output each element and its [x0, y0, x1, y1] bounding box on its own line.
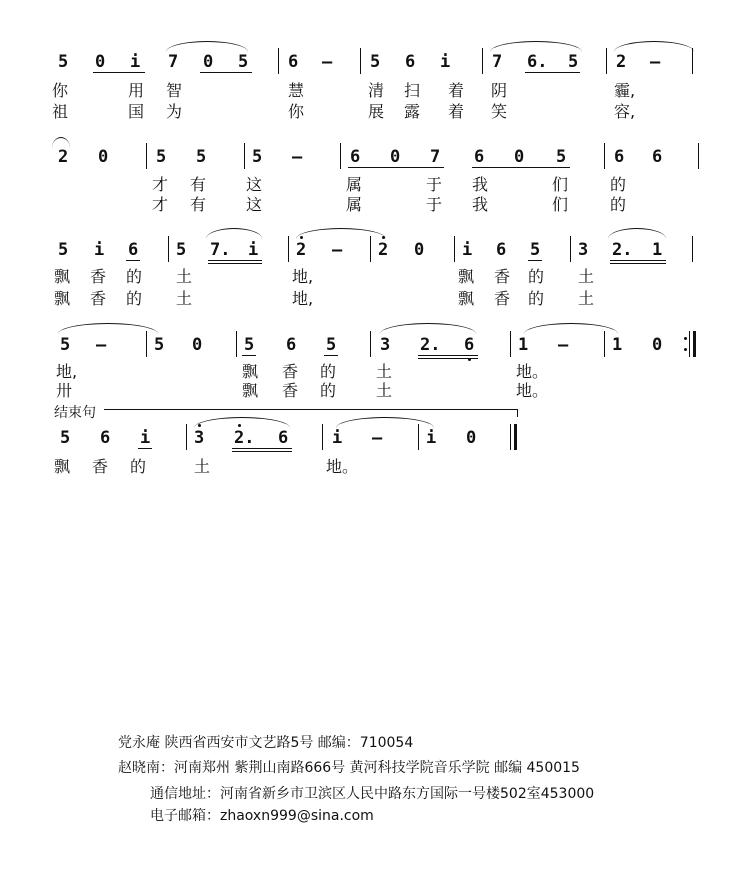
- lyric: 霾,: [614, 81, 636, 100]
- underline: [528, 260, 542, 261]
- lyric: 飘: [242, 362, 259, 381]
- lyric: 土: [376, 362, 393, 381]
- note: 5: [196, 147, 207, 167]
- note: 2: [616, 52, 627, 72]
- barline: [604, 331, 605, 357]
- note: 5: [530, 240, 541, 260]
- barline: [146, 143, 147, 169]
- underline: [232, 451, 292, 452]
- note: 0: [414, 240, 425, 260]
- note: –: [332, 240, 343, 260]
- lyric: 的: [126, 267, 143, 286]
- note: 0: [466, 428, 477, 448]
- barline: [510, 331, 511, 357]
- note: 5: [244, 335, 255, 355]
- lyric: 我: [472, 195, 489, 214]
- lyric: 地。: [326, 457, 359, 476]
- note: i: [140, 428, 151, 448]
- slur: [166, 41, 248, 52]
- underline: [208, 263, 262, 264]
- barline: [168, 236, 169, 262]
- lyric: 地。: [516, 362, 549, 381]
- note: 6: [405, 52, 416, 72]
- final-barline: [514, 424, 517, 450]
- barline: [510, 424, 511, 450]
- barline: [340, 143, 341, 169]
- note: 5: [326, 335, 337, 355]
- note: 7: [430, 147, 441, 167]
- note: –: [292, 147, 303, 167]
- slur: [608, 228, 666, 239]
- ending-bracket: [104, 409, 518, 410]
- lyric: 有: [190, 175, 207, 194]
- lyric: 展: [368, 102, 385, 121]
- note: 6: [288, 52, 299, 72]
- underline: [324, 355, 338, 356]
- lyric: 属: [346, 175, 363, 194]
- barline: [278, 48, 279, 74]
- underline: [472, 167, 570, 168]
- note: 6: [278, 428, 289, 448]
- slur: [194, 417, 290, 428]
- lyric: 为: [166, 102, 183, 121]
- note: –: [322, 52, 333, 72]
- note: 5: [176, 240, 187, 260]
- lyric: 香: [92, 457, 109, 476]
- note: 5: [154, 335, 165, 355]
- barline: [186, 424, 187, 450]
- tie: [614, 41, 694, 52]
- note: –: [372, 428, 383, 448]
- note: 0: [203, 52, 214, 72]
- lyric: 的: [610, 195, 627, 214]
- barline: [604, 143, 605, 169]
- note: 1: [652, 240, 663, 260]
- lyric: 卅: [56, 381, 73, 400]
- lyric: 这: [246, 195, 263, 214]
- note: 1: [612, 335, 623, 355]
- note: 6: [128, 240, 139, 260]
- lyric: 露: [404, 102, 421, 121]
- lyric: 飘: [458, 267, 475, 286]
- lyric: 飘: [54, 267, 71, 286]
- lyric: 属: [346, 195, 363, 214]
- note: 6: [652, 147, 663, 167]
- note: i: [130, 52, 141, 72]
- lyric: 香: [282, 381, 299, 400]
- underline: [242, 355, 256, 356]
- lyric: 国: [128, 102, 145, 121]
- note: i: [462, 240, 473, 260]
- underline: [418, 355, 478, 356]
- lyric: 飘: [54, 457, 71, 476]
- underline: [93, 72, 145, 73]
- note: –: [558, 335, 569, 355]
- note: 5: [156, 147, 167, 167]
- barline: [370, 236, 371, 262]
- underline: [232, 448, 292, 449]
- note: i: [332, 428, 343, 448]
- underline: [208, 260, 262, 261]
- note: 0: [98, 147, 109, 167]
- lyric: 的: [320, 362, 337, 381]
- lyric: 地,: [56, 362, 78, 381]
- note: 5: [58, 240, 69, 260]
- lyric: 土: [194, 457, 211, 476]
- slur: [490, 41, 582, 52]
- lyric: 我: [472, 175, 489, 194]
- note: 6: [286, 335, 297, 355]
- ending-label: 结束句: [54, 405, 96, 421]
- note: 7.: [210, 240, 231, 260]
- barline: [322, 424, 323, 450]
- underline: [525, 72, 580, 73]
- lyric: 慧: [288, 81, 305, 100]
- lyric: 土: [578, 267, 595, 286]
- lyric: 才: [152, 175, 169, 194]
- note: 3: [578, 240, 589, 260]
- lyric: 祖: [52, 102, 69, 121]
- contact-line-2: 赵晓南：河南郑州 紫荆山南路666号 黄河科技学院音乐学院 邮编 450015: [118, 760, 580, 776]
- lyric: 香: [90, 267, 107, 286]
- lyric: 智: [166, 81, 183, 100]
- note: 6.: [527, 52, 548, 72]
- note: 6: [496, 240, 507, 260]
- note: 5: [252, 147, 263, 167]
- barline: [244, 143, 245, 169]
- note: 6: [350, 147, 361, 167]
- lyric: 的: [320, 381, 337, 400]
- barline: [482, 48, 483, 74]
- lyric: 你: [288, 102, 305, 121]
- barline: [692, 48, 693, 74]
- note: i: [94, 240, 105, 260]
- tie: [296, 228, 386, 239]
- barline: [570, 236, 571, 262]
- note: 2: [296, 240, 307, 260]
- tie: [336, 417, 434, 428]
- lyric: 土: [176, 289, 193, 308]
- lyric: 清: [368, 81, 385, 100]
- barline: [418, 424, 419, 450]
- barline: [146, 331, 147, 357]
- underline: [126, 260, 140, 261]
- lyric: 着: [448, 81, 465, 100]
- repeat-dot: [684, 337, 687, 340]
- lyric: 们: [552, 175, 569, 194]
- note: i: [440, 52, 451, 72]
- underline: [138, 448, 152, 449]
- lyric: 土: [176, 267, 193, 286]
- lyric: 你: [52, 81, 69, 100]
- barline: [236, 331, 237, 357]
- lyric: 扫: [404, 81, 421, 100]
- lyric: 这: [246, 175, 263, 194]
- note: 0: [652, 335, 663, 355]
- contact-line-1: 党永庵 陕西省西安市文艺路5号 邮编：710054: [118, 735, 414, 751]
- barline: [454, 236, 455, 262]
- lyric: 阴: [491, 81, 508, 100]
- underline: [200, 72, 252, 73]
- note: 2.: [420, 335, 441, 355]
- lyric: 的: [610, 175, 627, 194]
- barline: [689, 331, 690, 357]
- underline: [610, 260, 666, 261]
- lyric: 香: [282, 362, 299, 381]
- note: 5: [238, 52, 249, 72]
- note: 6: [100, 428, 111, 448]
- note: 1: [518, 335, 529, 355]
- lyric: 土: [578, 289, 595, 308]
- barline: [360, 48, 361, 74]
- note: i: [248, 240, 259, 260]
- note: 2: [378, 240, 389, 260]
- lyric: 飘: [242, 381, 259, 400]
- lyric: 飘: [54, 289, 71, 308]
- octave-dot: [382, 236, 385, 239]
- note: 0: [390, 147, 401, 167]
- note: 5: [556, 147, 567, 167]
- contact-line-4: 电子邮箱：zhaoxn999@sina.com: [150, 808, 374, 824]
- barline: [692, 236, 693, 262]
- note: 2.: [612, 240, 633, 260]
- note: –: [96, 335, 107, 355]
- lyric: 香: [494, 289, 511, 308]
- repeat-dot: [684, 348, 687, 351]
- note: 0: [95, 52, 106, 72]
- note: 6: [614, 147, 625, 167]
- note: 5: [370, 52, 381, 72]
- lyric: 香: [494, 267, 511, 286]
- note: 3: [194, 428, 205, 448]
- lyric: 香: [90, 289, 107, 308]
- barline: [698, 143, 699, 169]
- note: 7: [492, 52, 503, 72]
- lyric: 着: [448, 102, 465, 121]
- lyric: 地,: [292, 267, 314, 286]
- lyric: 地。: [516, 381, 549, 400]
- lyric: 土: [376, 381, 393, 400]
- note: 5: [60, 428, 71, 448]
- slur: [206, 228, 262, 239]
- ending-bracket-end: [517, 409, 518, 417]
- note: 2.: [234, 428, 255, 448]
- barline: [606, 48, 607, 74]
- lyric: 用: [128, 81, 145, 100]
- lyric: 地,: [292, 289, 314, 308]
- lyric: 的: [528, 267, 545, 286]
- lyric: 的: [126, 289, 143, 308]
- note: 5: [58, 52, 69, 72]
- lyric: 的: [528, 289, 545, 308]
- underline: [610, 263, 666, 264]
- lyric: 笑: [491, 102, 508, 121]
- note: 0: [192, 335, 203, 355]
- note: 5: [60, 335, 71, 355]
- note: 0: [514, 147, 525, 167]
- lyric: 于: [426, 195, 443, 214]
- lyric: 容,: [614, 102, 636, 121]
- underline: [348, 167, 444, 168]
- note: i: [426, 428, 437, 448]
- note: 6: [474, 147, 485, 167]
- tie: [58, 323, 158, 334]
- note: 6: [464, 335, 475, 355]
- underline: [418, 358, 478, 359]
- note: 3: [380, 335, 391, 355]
- barline: [370, 331, 371, 357]
- repeat-barline: [693, 331, 696, 357]
- lyric: 才: [152, 195, 169, 214]
- lyric: 于: [426, 175, 443, 194]
- lyric: 的: [130, 457, 147, 476]
- lyric: 有: [190, 195, 207, 214]
- slur: [380, 323, 476, 334]
- note: –: [650, 52, 661, 72]
- lyric: 们: [552, 195, 569, 214]
- note: 7: [168, 52, 179, 72]
- note: 5: [568, 52, 579, 72]
- barline: [288, 236, 289, 262]
- contact-line-3: 通信地址：河南省新乡市卫滨区人民中路东方国际一号楼502室453000: [150, 786, 595, 802]
- note: 2: [58, 147, 69, 167]
- lyric: 飘: [458, 289, 475, 308]
